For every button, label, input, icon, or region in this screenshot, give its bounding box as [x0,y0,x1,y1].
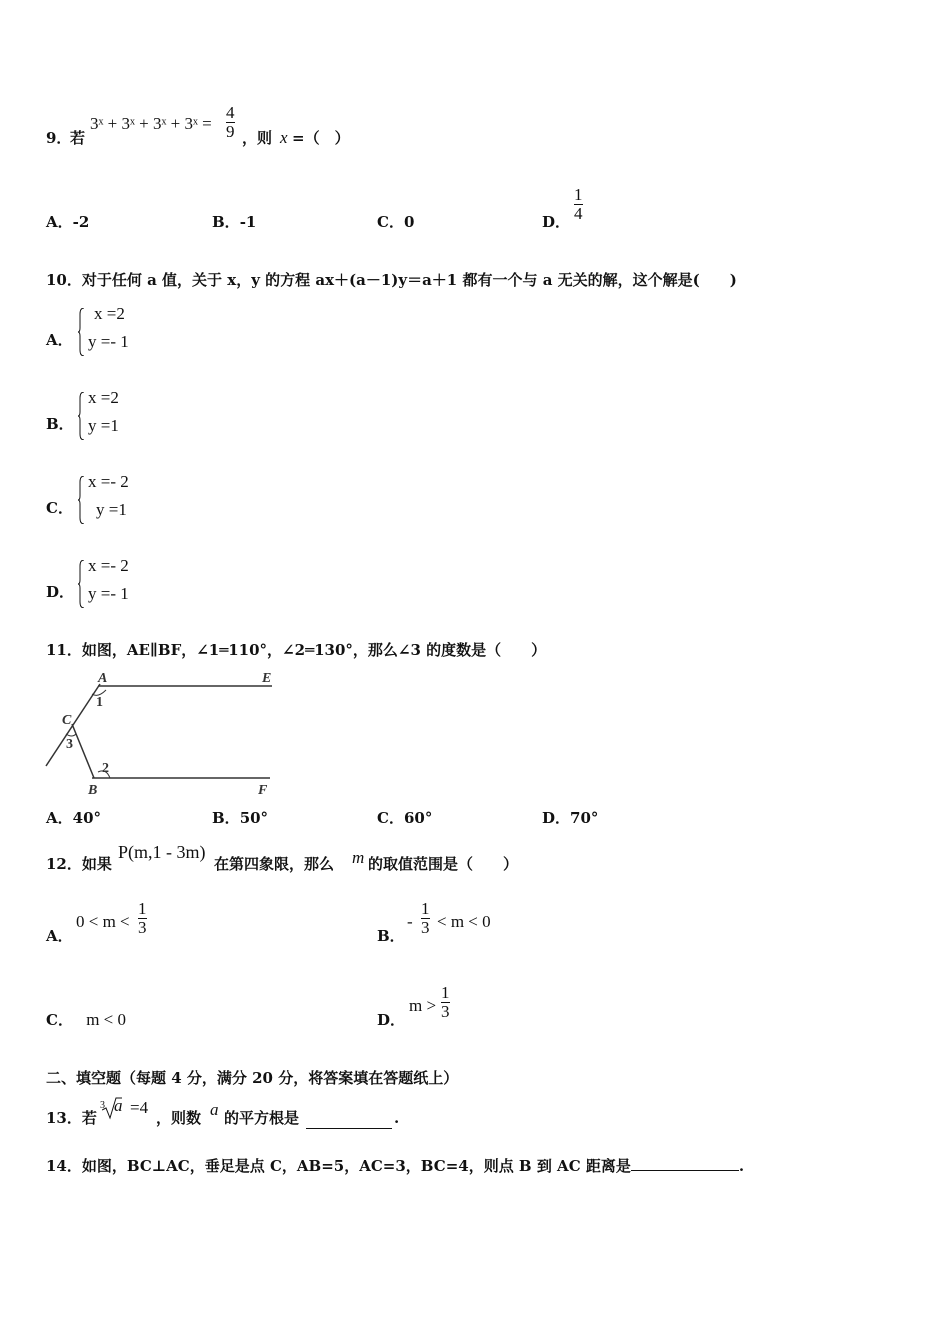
q10-option-a-system [78,304,198,360]
q11-option-c-value: 60° [403,809,433,827]
q12-option-a-label: A． [46,927,73,945]
label-f: F [258,783,268,798]
q12-option-d[interactable] [377,984,497,1034]
question-10: 10．对于任何 a 值，关于 x，y 的方程 ax＋(a－1)y＝a＋1 都有一个与 a 无关的解，这个解是( ) [46,271,737,289]
section-2-title: 二、填空题（每题 4 分，满分 20 分，将答案填在答题纸上） [46,1069,459,1087]
q10-option-a-line2: y =- 1 [88,332,129,351]
q12-option-a-num: 1 [138,899,147,918]
question-11: 11．如图，AE∥BF，∠1═110°，∠2═130°，那么∠3 的度数是（ ） [46,641,547,659]
q11-geometry-figure [40,668,280,800]
q12-var: m [352,848,365,867]
q10-option-b-system [78,388,198,444]
q10-option-a[interactable] [46,304,176,360]
q9-frac-num: 4 [226,103,235,122]
label-a: A [98,671,108,686]
q9-prefix: 若 [70,129,86,147]
q11-option-d-label: D． [542,809,571,827]
q13-radical [100,1096,160,1120]
q10-option-d-line2: y =- 1 [88,584,129,603]
q9-option-d-num: 1 [574,185,583,204]
label-c: C [62,713,72,728]
q10-option-b-label: B． [46,415,74,433]
q10-option-c-line2: y =1 [96,500,127,519]
q10-option-c-label: C． [46,499,73,517]
q12-option-b-post: < m < 0 [437,912,491,931]
question-12 [46,842,606,882]
line-cb [72,724,94,778]
q10-option-a-line1: x =2 [94,304,125,323]
q11-option-b-value: 50° [239,809,269,827]
q13-answer-blank[interactable] [306,1108,392,1129]
q12-option-c-label: C． [46,1011,73,1029]
q12-option-b-den: 3 [421,918,430,937]
q11-option-b-label: B． [212,809,240,827]
q11-option-c[interactable] [377,808,432,828]
q12-point: P(m,1 - 3m) [118,842,206,862]
q10-option-d[interactable] [46,556,176,612]
q13-radical-index: 3 [100,1100,105,1111]
q10-option-c[interactable] [46,472,176,528]
brace-icon [78,308,84,356]
q13-var: a [210,1100,219,1119]
q9-var: x [280,128,288,147]
q12-option-c[interactable] [46,1010,126,1030]
q12-option-d-den: 3 [441,1002,450,1021]
q13-middle: ，则数 [156,1109,202,1127]
q9-fraction [226,104,235,141]
q10-option-d-system [78,556,198,612]
q9-option-d-fraction [574,186,583,223]
q12-option-a-pre: 0 < m < [76,912,130,931]
q9-option-d-den: 4 [574,204,583,223]
q9-lhs: 3ˣ + 3ˣ + 3ˣ + 3ˣ = [90,114,212,133]
q9-option-d-label: D． [542,213,571,231]
q14-answer-blank[interactable] [631,1154,739,1171]
q13-suffix: 的平方根是 [224,1109,300,1127]
q13-end: . [394,1109,400,1127]
brace-icon [78,392,84,440]
q9-number: 9． [46,129,72,147]
q12-option-d-label: D． [377,1011,406,1029]
q11-option-d-value: 70° [570,809,599,827]
q12-option-b-fraction [421,900,430,937]
q14-end: . [738,1157,745,1175]
q11-option-a[interactable] [46,808,101,828]
question-14 [46,1154,766,1176]
q10-option-b-line1: x =2 [88,388,119,407]
q12-option-d-pre: m > [409,996,437,1015]
q12-middle: 在第四象限，那么 [214,855,335,873]
q9-option-c-value: 0 [403,213,415,231]
q9-paren: =（ ） [292,129,350,147]
question-13 [46,1096,466,1130]
q9-frac-den: 9 [226,122,235,141]
q11-option-a-label: A． [46,809,73,827]
q11-option-b[interactable] [212,808,268,828]
q13-equals: =4 [130,1098,149,1117]
q9-option-d[interactable] [542,186,602,234]
q11-option-d[interactable] [542,808,598,828]
label-angle-3: 3 [66,737,73,752]
brace-icon [78,476,84,524]
q9-option-b-label: B． [212,213,240,231]
q12-suffix: 的取值范围是（ ） [368,855,519,873]
q10-option-d-label: D． [46,583,75,601]
q11-option-a-value: 40° [72,809,102,827]
q12-number: 12．如果 [46,855,112,873]
q12-option-d-num: 1 [441,983,450,1002]
q12-option-b-num: 1 [421,899,430,918]
q14-text: 14．如图，BC⊥AC，垂足是点 C，AB=5，AC=3，BC=4，则点 B 到 AC 距离是 [46,1157,631,1175]
label-e: E [262,671,272,686]
q12-option-a-fraction [138,900,147,937]
q13-radicand: a [114,1096,123,1115]
label-angle-1: 1 [96,695,103,710]
q9-option-b[interactable] [212,212,256,232]
q12-option-b-pre: - [407,912,413,931]
q12-option-a[interactable] [46,900,196,950]
q9-option-b-value: -1 [239,213,257,231]
q9-option-c-label: C． [377,213,404,231]
q10-option-d-line1: x =- 2 [88,556,129,575]
q10-option-a-label: A． [46,331,73,349]
label-b: B [88,783,98,798]
q9-option-a[interactable] [46,212,89,232]
q13-number: 13．若 [46,1109,97,1127]
q12-option-b[interactable] [377,900,527,950]
q9-option-c[interactable] [377,212,414,232]
q12-option-b-label: B． [377,927,405,945]
q12-option-d-fraction [441,984,450,1021]
q12-option-c-value: m < 0 [86,1010,126,1029]
q10-option-c-system [78,472,198,528]
q10-option-b-line2: y =1 [88,416,119,435]
q10-option-c-line1: x =- 2 [88,472,129,491]
q9-option-a-label: A． [46,213,73,231]
q10-option-b[interactable] [46,388,176,444]
label-angle-2: 2 [102,761,109,776]
q9-suffix: ，则 [242,129,273,147]
q9-option-a-value: -2 [72,213,90,231]
q11-option-c-label: C． [377,809,404,827]
q12-option-a-den: 3 [138,918,147,937]
brace-icon [78,560,84,608]
